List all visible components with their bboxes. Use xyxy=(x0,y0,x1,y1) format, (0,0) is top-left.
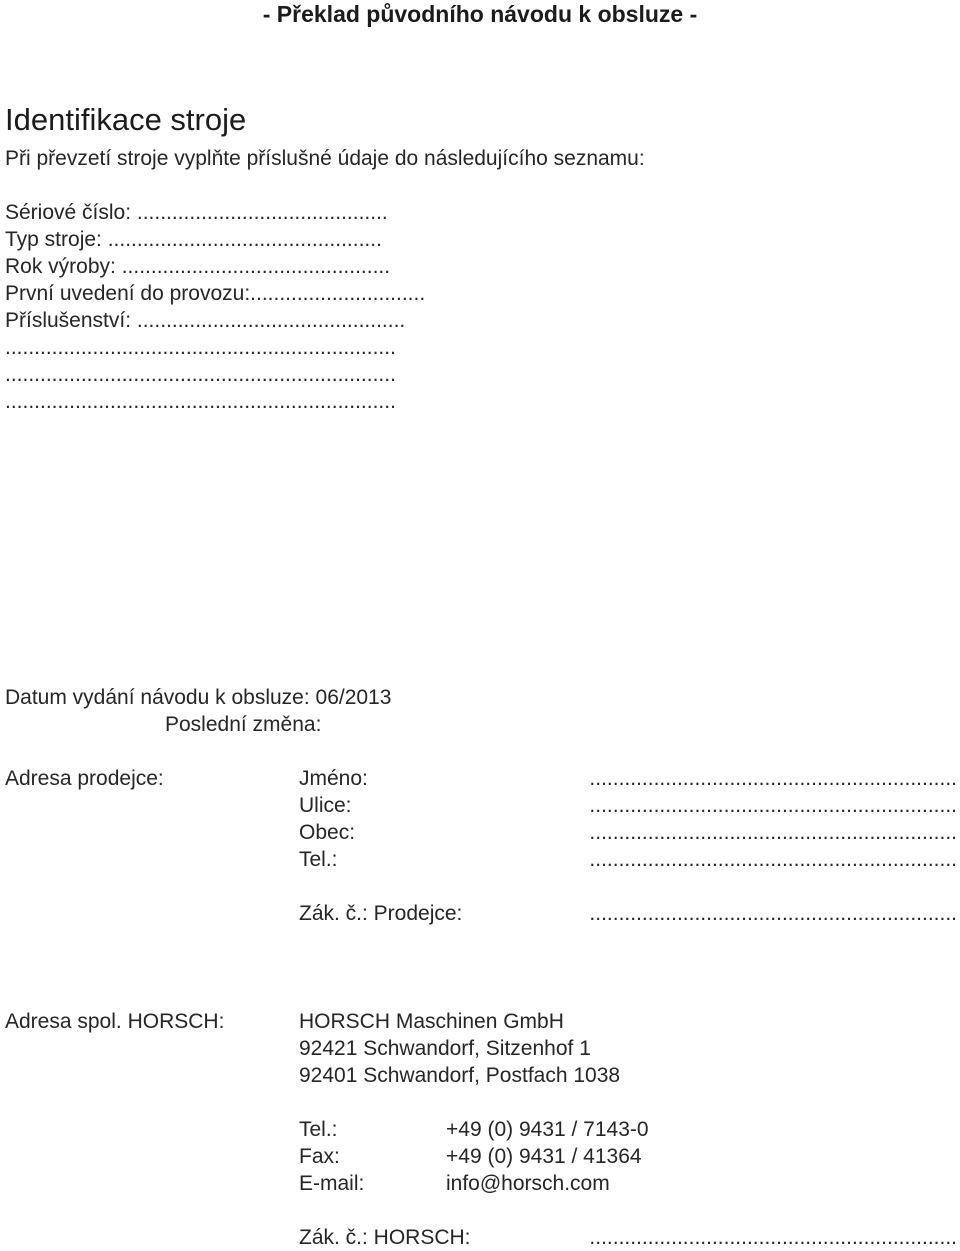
dealer-name-dots: ............................................................... xyxy=(589,768,957,789)
dealer-address-label: Adresa prodejce: xyxy=(5,767,164,790)
dealer-name-label: Jméno: xyxy=(299,767,368,790)
horsch-fax-label: Fax: xyxy=(299,1145,340,1168)
horsch-phone-label: Tel.: xyxy=(299,1118,338,1141)
horsch-address-label: Adresa spol. HORSCH: xyxy=(5,1010,225,1033)
horsch-company-name: HORSCH Maschinen GmbH xyxy=(299,1010,564,1033)
first-commissioning-field: První uvedení do provozu:.............................. xyxy=(5,282,426,305)
accessories-line-3: ................................................................... xyxy=(5,390,396,413)
dealer-phone-label: Tel.: xyxy=(299,848,338,871)
dealer-phone-dots: ............................................................... xyxy=(589,849,957,870)
dealer-town-label: Obec: xyxy=(299,821,356,844)
horsch-customer-no-label: Zák. č.: HORSCH: xyxy=(299,1226,471,1249)
last-change: Poslední změna: xyxy=(165,713,322,736)
accessories-line-2: ................................................................... xyxy=(5,363,396,386)
dealer-customer-no-dots: ............................................................... xyxy=(589,903,957,924)
horsch-address-line-2: 92401 Schwandorf, Postfach 1038 xyxy=(299,1064,621,1087)
horsch-phone-value: +49 (0) 9431 / 7143-0 xyxy=(446,1118,649,1141)
dealer-town-dots: ............................................................... xyxy=(589,822,957,843)
horsch-email-value: info@horsch.com xyxy=(446,1172,610,1195)
accessories-field: Příslušenství: .............................................. xyxy=(5,309,406,332)
document-header-title: - Překlad původního návodu k obsluze - xyxy=(262,1,698,27)
machine-type-field: Typ stroje: ............................................... xyxy=(5,228,382,251)
section-title: Identifikace stroje xyxy=(5,102,247,137)
serial-number-field: Sériové číslo: ........................................... xyxy=(5,201,388,224)
horsch-address-line-1: 92421 Schwandorf, Sitzenhof 1 xyxy=(299,1037,591,1060)
year-of-manufacture-field: Rok výroby: .............................................. xyxy=(5,255,391,278)
dealer-street-label: Ulice: xyxy=(299,794,352,817)
issue-date: Datum vydání návodu k obsluze: 06/2013 xyxy=(5,686,392,709)
horsch-email-label: E-mail: xyxy=(299,1172,365,1195)
intro-text: Při převzetí stroje vyplňte příslušné údaje do následujícího seznamu: xyxy=(5,147,645,170)
horsch-fax-value: +49 (0) 9431 / 41364 xyxy=(446,1145,642,1168)
dealer-street-dots: ............................................................... xyxy=(589,795,957,816)
horsch-customer-no-dots: ............................................................... xyxy=(589,1227,957,1248)
dealer-customer-no-label: Zák. č.: Prodejce: xyxy=(299,902,463,925)
accessories-line-1: ................................................................... xyxy=(5,336,396,359)
